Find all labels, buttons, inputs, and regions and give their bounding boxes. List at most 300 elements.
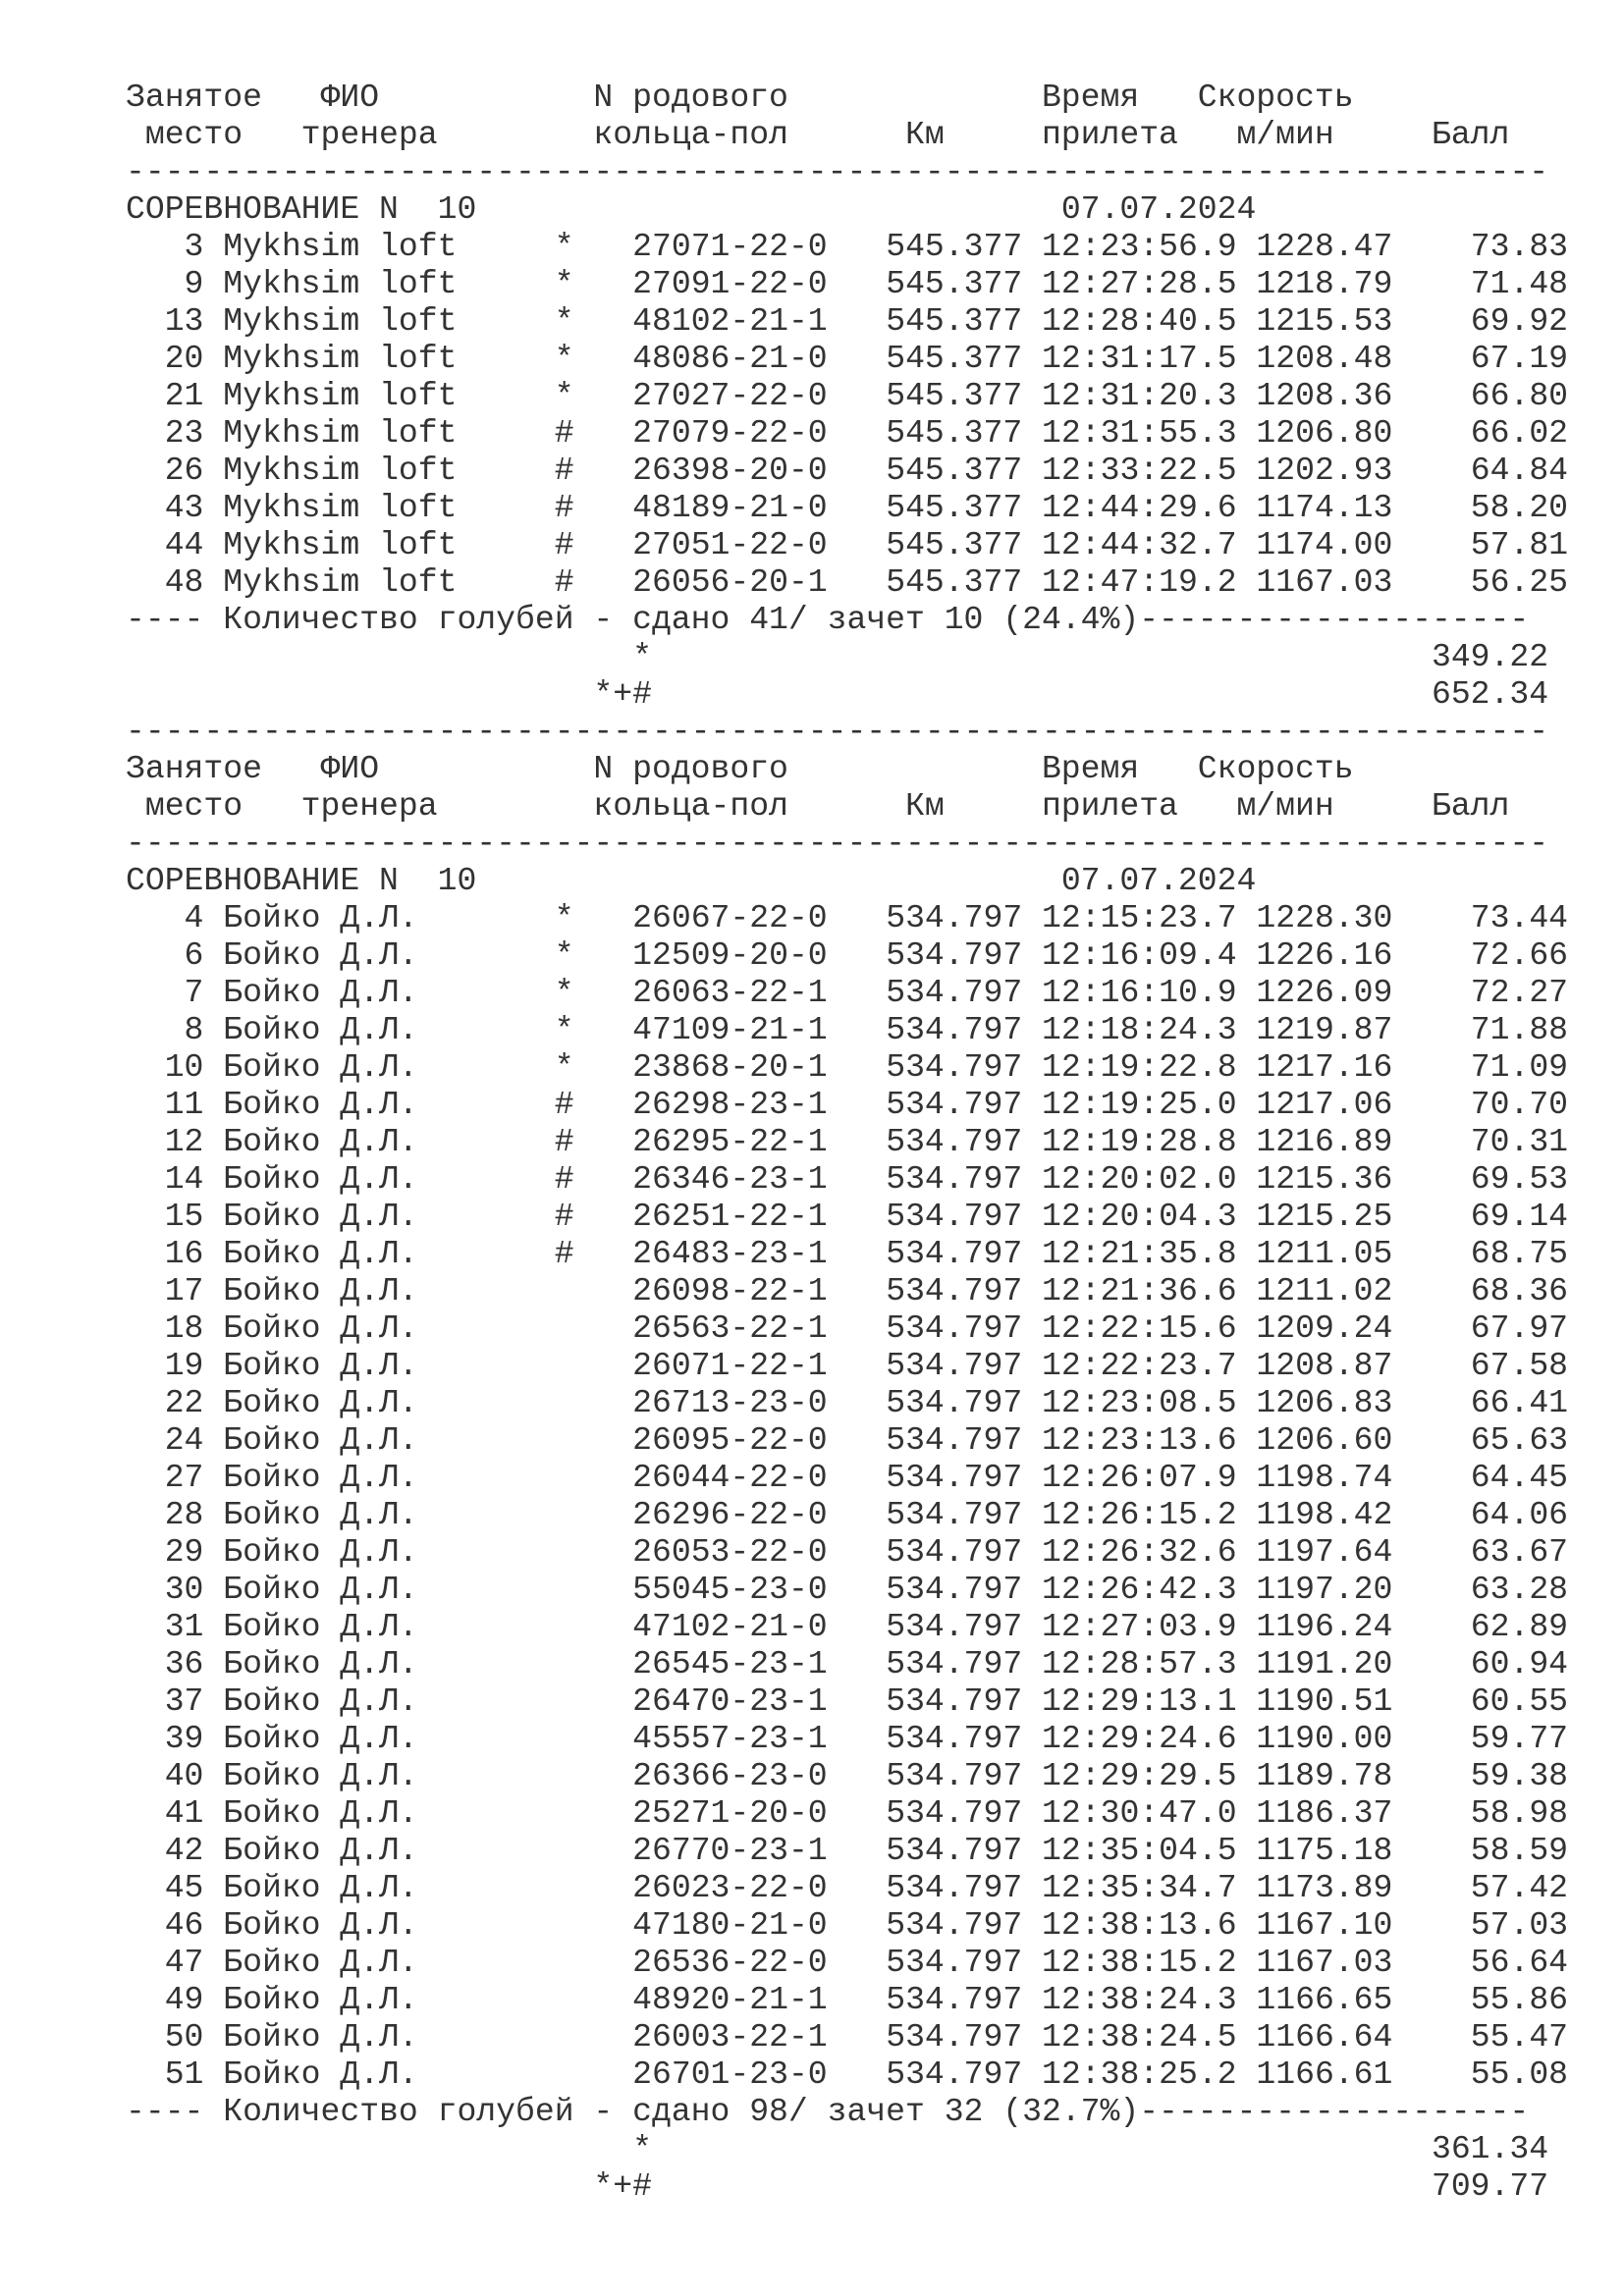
arrival-time: 12:38:13.6 [1042,1906,1237,1944]
distance-km: 534.797 [886,1645,1023,1682]
place: 31 [126,1608,204,1645]
speed: 1209.24 [1256,1309,1393,1347]
trainer-name: Бойко Д.Л. [223,1421,458,1459]
trainer-name: Mykhsim loft [223,377,458,414]
loft-mark: # [554,452,574,489]
place: 18 [126,1309,204,1347]
arrival-time: 12:33:22.5 [1042,452,1237,489]
trainer-name: Бойко Д.Л. [223,974,458,1011]
speed: 1190.51 [1256,1682,1393,1720]
header-rule: ------------------------------------------------------------------------- [126,825,1549,862]
speed: 1228.30 [1256,899,1393,936]
result-row [126,526,1568,563]
result-row [126,2018,1568,2056]
pigeon-count-summary: ---- Количество голубей - сдано 98/ зачет 32 (32.7%)-------------------- [126,2093,1530,2130]
arrival-time: 12:19:25.0 [1042,1086,1237,1123]
points: 56.25 [1412,563,1569,601]
result-row [126,1571,1568,1608]
distance-km: 545.377 [886,452,1023,489]
place: 40 [126,1757,204,1794]
trainer-name: Mykhsim loft [223,489,458,526]
speed: 1211.05 [1256,1235,1393,1272]
total-star-label: * [593,2130,652,2167]
speed: 1215.25 [1256,1198,1393,1235]
place: 13 [126,302,204,340]
result-row [126,1309,1568,1347]
arrival-time: 12:38:24.3 [1042,1981,1237,2018]
ring-number: 55045-23-0 [632,1571,828,1608]
race-results-sheet [126,79,1568,2205]
loft-mark [555,1533,574,1571]
arrival-time: 12:26:42.3 [1042,1571,1237,1608]
ring-number: 26098-22-1 [632,1272,828,1309]
ring-number: 26295-22-1 [632,1123,828,1160]
distance-km: 534.797 [886,1384,1023,1421]
distance-km: 545.377 [886,228,1023,265]
ring-number: 27079-22-0 [632,414,828,452]
trainer-name: Бойко Д.Л. [223,1533,458,1571]
result-row [126,1272,1568,1309]
ring-number: 26053-22-0 [632,1533,828,1571]
speed: 1166.61 [1256,2056,1393,2093]
total-star-label: * [593,638,652,675]
trainer-name: Бойко Д.Л. [223,1235,458,1272]
distance-km: 534.797 [886,1198,1023,1235]
place: 39 [126,1720,204,1757]
loft-mark [555,1645,574,1682]
result-row [126,1944,1568,1981]
speed: 1226.09 [1256,974,1393,1011]
trainer-name: Бойко Д.Л. [223,1347,458,1384]
pigeon-count-summary: ---- Количество голубей - сдано 41/ зачет 10 (24.4%)-------------------- [126,601,1530,638]
trainer-name: Бойко Д.Л. [223,1123,458,1160]
loft-mark [555,1496,574,1533]
competition-label: СОРЕВНОВАНИЕ N 10 [126,862,477,899]
loft-mark: # [554,1160,574,1198]
loft-mark: # [554,1086,574,1123]
arrival-time: 12:23:56.9 [1042,228,1237,265]
points: 71.88 [1412,1011,1569,1048]
points: 70.70 [1412,1086,1569,1123]
result-row [126,1645,1568,1682]
loft-mark [555,1794,574,1832]
speed: 1166.64 [1256,2018,1393,2056]
points: 73.44 [1412,899,1569,936]
distance-km: 545.377 [886,340,1023,377]
result-row [126,1384,1568,1421]
speed: 1215.53 [1256,302,1393,340]
distance-km: 545.377 [886,489,1023,526]
arrival-time: 12:29:13.1 [1042,1682,1237,1720]
loft-mark: # [554,1198,574,1235]
distance-km: 534.797 [886,2018,1023,2056]
trainer-name: Mykhsim loft [223,526,458,563]
result-row [126,302,1568,340]
speed: 1228.47 [1256,228,1393,265]
points: 67.97 [1412,1309,1569,1347]
speed: 1216.89 [1256,1123,1393,1160]
result-row [126,1421,1568,1459]
distance-km: 534.797 [886,1869,1023,1906]
total-star-value: 349.22 [1431,638,1549,675]
arrival-time: 12:35:34.7 [1042,1869,1237,1906]
total-star-line [126,638,1568,675]
result-row [126,1832,1568,1869]
arrival-time: 12:22:23.7 [1042,1347,1237,1384]
summary-line [126,601,1568,638]
loft-mark: * [554,974,574,1011]
speed: 1197.20 [1256,1571,1393,1608]
points: 65.63 [1412,1421,1569,1459]
arrival-time: 12:20:02.0 [1042,1160,1237,1198]
loft-mark: * [554,1048,574,1086]
place: 30 [126,1571,204,1608]
ring-number: 26713-23-0 [632,1384,828,1421]
loft-mark [555,1981,574,2018]
trainer-name: Бойко Д.Л. [223,1011,458,1048]
ring-number: 26470-23-1 [632,1682,828,1720]
arrival-time: 12:30:47.0 [1042,1794,1237,1832]
speed: 1208.87 [1256,1347,1393,1384]
points: 69.14 [1412,1198,1569,1235]
loft-mark: * [554,265,574,302]
points: 57.42 [1412,1869,1569,1906]
points: 55.47 [1412,2018,1569,2056]
total-all-line [126,2167,1568,2205]
result-row [126,1086,1568,1123]
arrival-time: 12:31:17.5 [1042,340,1237,377]
speed: 1174.00 [1256,526,1393,563]
arrival-time: 12:38:15.2 [1042,1944,1237,1981]
loft-mark [555,1757,574,1794]
points: 63.28 [1412,1571,1569,1608]
speed: 1206.83 [1256,1384,1393,1421]
loft-mark [555,1384,574,1421]
result-row [126,1906,1568,1944]
distance-km: 534.797 [886,1459,1023,1496]
ring-number: 26056-20-1 [632,563,828,601]
speed: 1167.03 [1256,1944,1393,1981]
points: 70.31 [1412,1123,1569,1160]
place: 22 [126,1384,204,1421]
distance-km: 534.797 [886,1944,1023,1981]
trainer-name: Бойко Д.Л. [223,1272,458,1309]
result-row [126,974,1568,1011]
trainer-name: Бойко Д.Л. [223,1944,458,1981]
place: 19 [126,1347,204,1384]
distance-km: 545.377 [886,414,1023,452]
arrival-time: 12:21:35.8 [1042,1235,1237,1272]
ring-number: 26346-23-1 [632,1160,828,1198]
result-row [126,563,1568,601]
result-row [126,228,1568,265]
result-row [126,489,1568,526]
trainer-name: Бойко Д.Л. [223,1160,458,1198]
competition-date: 07.07.2024 [1060,190,1257,228]
points: 55.08 [1412,2056,1569,2093]
trainer-name: Бойко Д.Л. [223,1682,458,1720]
arrival-time: 12:19:28.8 [1042,1123,1237,1160]
distance-km: 534.797 [886,1086,1023,1123]
ring-number: 26366-23-0 [632,1757,828,1794]
ring-number: 26003-22-1 [632,2018,828,2056]
arrival-time: 12:35:04.5 [1042,1832,1237,1869]
trainer-name: Бойко Д.Л. [223,1906,458,1944]
points: 71.48 [1412,265,1569,302]
distance-km: 534.797 [886,1608,1023,1645]
column-header-1: Занятое ФИО N родового Время Скорость [126,750,1354,787]
place: 14 [126,1160,204,1198]
trainer-name: Бойко Д.Л. [223,1198,458,1235]
place: 29 [126,1533,204,1571]
trainer-name: Бойко Д.Л. [223,1832,458,1869]
ring-number: 26095-22-0 [632,1421,828,1459]
arrival-time: 12:23:13.6 [1042,1421,1237,1459]
points: 66.80 [1412,377,1569,414]
loft-mark [555,1459,574,1496]
ring-number: 26536-22-0 [632,1944,828,1981]
speed: 1196.24 [1256,1608,1393,1645]
points: 60.55 [1412,1682,1569,1720]
competition-label: СОРЕВНОВАНИЕ N 10 [126,190,477,228]
loft-mark [555,1272,574,1309]
trainer-name: Бойко Д.Л. [223,1869,458,1906]
trainer-name: Бойко Д.Л. [223,899,458,936]
distance-km: 534.797 [886,899,1023,936]
points: 59.38 [1412,1757,1569,1794]
distance-km: 534.797 [886,936,1023,974]
loft-mark: * [554,899,574,936]
ring-number: 26483-23-1 [632,1235,828,1272]
arrival-time: 12:29:29.5 [1042,1757,1237,1794]
loft-mark [555,1832,574,1869]
speed: 1202.93 [1256,452,1393,489]
total-all-label: *+# [593,2167,652,2205]
points: 67.19 [1412,340,1569,377]
place: 10 [126,1048,204,1086]
header-rule: ------------------------------------------------------------------------- [126,153,1549,190]
distance-km: 534.797 [886,1347,1023,1384]
distance-km: 534.797 [886,1421,1023,1459]
total-all-value: 709.77 [1431,2167,1549,2205]
arrival-time: 12:27:28.5 [1042,265,1237,302]
loft-mark: # [554,1123,574,1160]
distance-km: 534.797 [886,1981,1023,2018]
speed: 1173.89 [1256,1869,1393,1906]
distance-km: 545.377 [886,526,1023,563]
ring-number: 26071-22-1 [632,1347,828,1384]
speed: 1190.00 [1256,1720,1393,1757]
trainer-name: Бойко Д.Л. [223,1496,458,1533]
place: 16 [126,1235,204,1272]
column-header-2: место тренера кольца-пол Км прилета м/мин Балл [126,116,1510,153]
result-row [126,1160,1568,1198]
speed: 1166.65 [1256,1981,1393,2018]
trainer-name: Mykhsim loft [223,265,458,302]
points: 56.64 [1412,1944,1569,1981]
place: 46 [126,1906,204,1944]
speed: 1198.74 [1256,1459,1393,1496]
column-header-line-2 [126,787,1568,825]
section-separator-rule: ------------------------------------------------------------------------- [126,713,1549,750]
result-row [126,377,1568,414]
result-row [126,1496,1568,1533]
points: 64.84 [1412,452,1569,489]
loft-mark: * [554,377,574,414]
ring-number: 26545-23-1 [632,1645,828,1682]
arrival-time: 12:19:22.8 [1042,1048,1237,1086]
distance-km: 545.377 [886,302,1023,340]
loft-mark: * [554,302,574,340]
distance-km: 534.797 [886,1682,1023,1720]
arrival-time: 12:15:23.7 [1042,899,1237,936]
loft-mark: * [554,228,574,265]
points: 69.53 [1412,1160,1569,1198]
ring-number: 27051-22-0 [632,526,828,563]
speed: 1206.80 [1256,414,1393,452]
ring-number: 27091-22-0 [632,265,828,302]
place: 47 [126,1944,204,1981]
points: 62.89 [1412,1608,1569,1645]
total-all-label: *+# [593,675,652,713]
arrival-time: 12:16:10.9 [1042,974,1237,1011]
trainer-name: Бойко Д.Л. [223,1720,458,1757]
place: 7 [126,974,204,1011]
loft-mark [555,1906,574,1944]
distance-km: 534.797 [886,1794,1023,1832]
ring-number: 27027-22-0 [632,377,828,414]
points: 67.58 [1412,1347,1569,1384]
place: 24 [126,1421,204,1459]
trainer-name: Бойко Д.Л. [223,1309,458,1347]
points: 73.83 [1412,228,1569,265]
arrival-time: 12:27:03.9 [1042,1608,1237,1645]
place: 8 [126,1011,204,1048]
trainer-name: Mykhsim loft [223,563,458,601]
trainer-name: Бойко Д.Л. [223,1384,458,1421]
points: 66.02 [1412,414,1569,452]
result-row [126,936,1568,974]
result-row [126,340,1568,377]
place: 3 [126,228,204,265]
trainer-name: Mykhsim loft [223,452,458,489]
place: 36 [126,1645,204,1682]
loft-mark [555,1571,574,1608]
loft-mark: # [554,489,574,526]
trainer-name: Бойко Д.Л. [223,1571,458,1608]
ring-number: 47102-21-0 [632,1608,828,1645]
ring-number: 26770-23-1 [632,1832,828,1869]
place: 21 [126,377,204,414]
trainer-name: Бойко Д.Л. [223,1459,458,1496]
place: 12 [126,1123,204,1160]
loft-mark [555,1309,574,1347]
points: 68.36 [1412,1272,1569,1309]
loft-mark: # [554,414,574,452]
trainer-name: Mykhsim loft [223,302,458,340]
result-row [126,452,1568,489]
arrival-time: 12:28:40.5 [1042,302,1237,340]
loft-mark: # [554,563,574,601]
result-row [126,1533,1568,1571]
trainer-name: Mykhsim loft [223,414,458,452]
total-all-line [126,675,1568,713]
points: 68.75 [1412,1235,1569,1272]
distance-km: 534.797 [886,1757,1023,1794]
place: 27 [126,1459,204,1496]
arrival-time: 12:21:36.6 [1042,1272,1237,1309]
arrival-time: 12:18:24.3 [1042,1011,1237,1048]
points: 58.98 [1412,1794,1569,1832]
trainer-name: Бойко Д.Л. [223,2018,458,2056]
speed: 1217.16 [1256,1048,1393,1086]
speed: 1217.06 [1256,1086,1393,1123]
result-row [126,1123,1568,1160]
arrival-time: 12:47:19.2 [1042,563,1237,601]
competition-line [126,190,1568,228]
points: 72.66 [1412,936,1569,974]
ring-number: 26044-22-0 [632,1459,828,1496]
place: 20 [126,340,204,377]
loft-mark: * [554,1011,574,1048]
distance-km: 534.797 [886,974,1023,1011]
trainer-name: Бойко Д.Л. [223,936,458,974]
loft-mark [555,1944,574,1981]
arrival-time: 12:23:08.5 [1042,1384,1237,1421]
result-row [126,414,1568,452]
place: 37 [126,1682,204,1720]
ring-number: 26298-23-1 [632,1086,828,1123]
ring-number: 45557-23-1 [632,1720,828,1757]
place: 42 [126,1832,204,1869]
arrival-time: 12:44:29.6 [1042,489,1237,526]
place: 43 [126,489,204,526]
speed: 1197.64 [1256,1533,1393,1571]
place: 26 [126,452,204,489]
distance-km: 534.797 [886,1272,1023,1309]
points: 63.67 [1412,1533,1569,1571]
distance-km: 534.797 [886,1123,1023,1160]
points: 71.09 [1412,1048,1569,1086]
total-star-value: 361.34 [1431,2130,1549,2167]
speed: 1215.36 [1256,1160,1393,1198]
points: 58.20 [1412,489,1569,526]
column-header-line-2 [126,116,1568,153]
distance-km: 534.797 [886,1533,1023,1571]
place: 44 [126,526,204,563]
points: 60.94 [1412,1645,1569,1682]
place: 15 [126,1198,204,1235]
column-header-1: Занятое ФИО N родового Время Скорость [126,79,1354,116]
result-row [126,1794,1568,1832]
distance-km: 534.797 [886,1048,1023,1086]
ring-number: 26563-22-1 [632,1309,828,1347]
place: 4 [126,899,204,936]
loft-mark [555,1421,574,1459]
speed: 1206.60 [1256,1421,1393,1459]
arrival-time: 12:38:25.2 [1042,2056,1237,2093]
trainer-name: Бойко Д.Л. [223,1757,458,1794]
place: 17 [126,1272,204,1309]
ring-number: 47180-21-0 [632,1906,828,1944]
speed: 1191.20 [1256,1645,1393,1682]
place: 41 [126,1794,204,1832]
points: 57.03 [1412,1906,1569,1944]
distance-km: 534.797 [886,1832,1023,1869]
loft-mark [555,1720,574,1757]
distance-km: 545.377 [886,563,1023,601]
distance-km: 534.797 [886,1011,1023,1048]
